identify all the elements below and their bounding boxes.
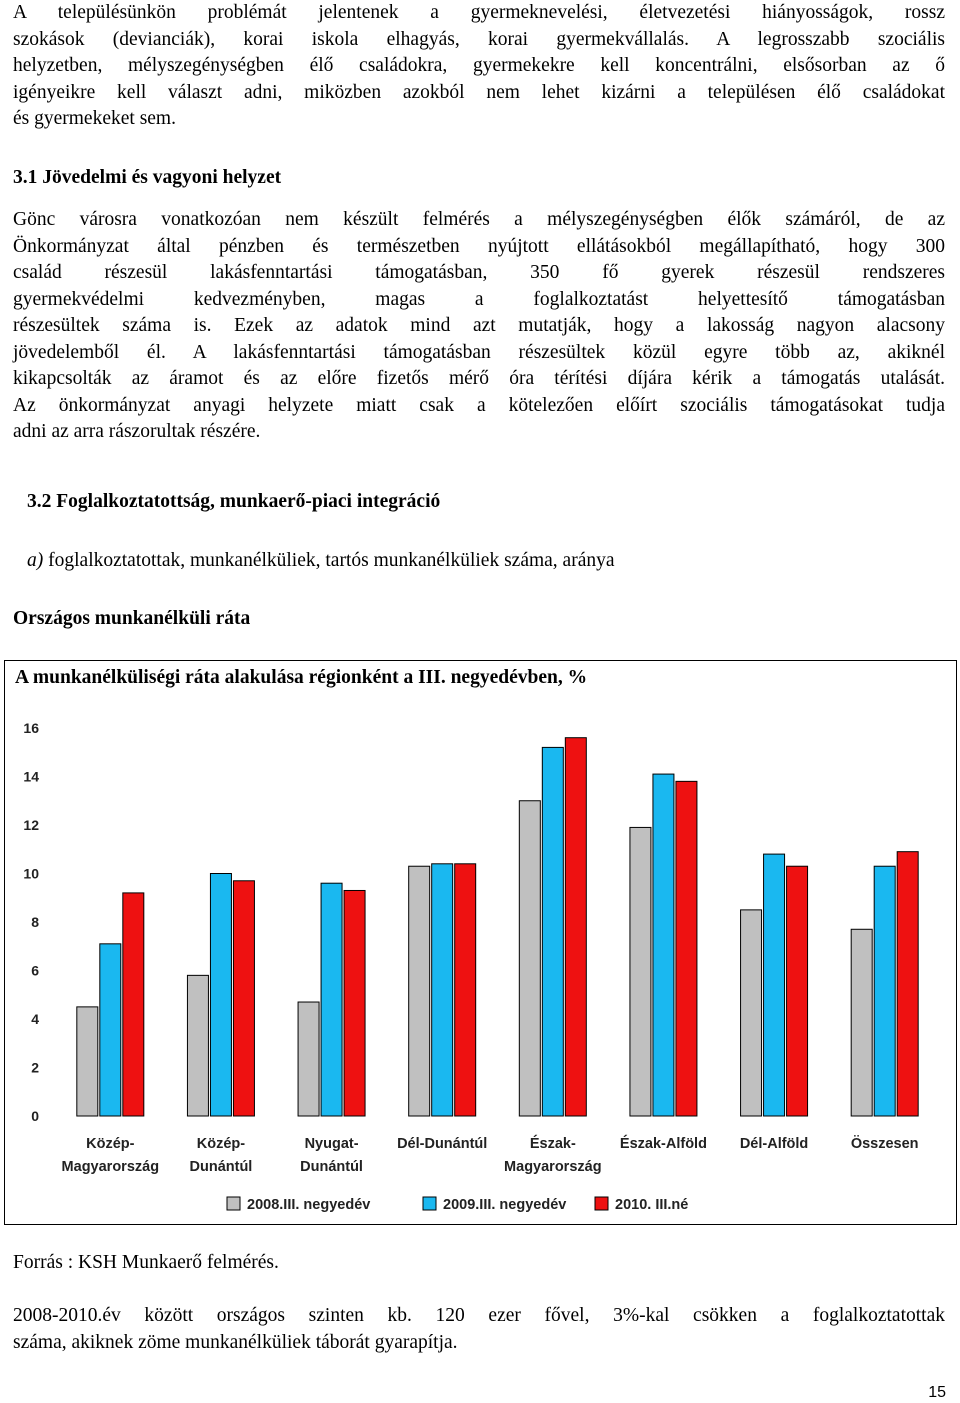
bar [787,866,808,1116]
legend-label: 2009.III. negyedév [443,1197,567,1213]
intro-line: A településünkön problémát jelentenek a gyermeknevelési, életvezetési hiányosságok, rossz [13,2,945,23]
bar [455,864,476,1116]
bar [100,944,121,1116]
x-tick-label: Dunántúl [189,1159,253,1175]
intro-paragraph [13,0,945,133]
bar [123,893,144,1116]
x-tick-label: Közép- [196,1136,246,1152]
y-tick-label: 14 [23,768,39,785]
bar [409,866,430,1116]
x-tick-label: Magyarország [504,1159,602,1175]
section-3-1-line: részesültek száma is. Ezek az adatok mind azt mutatják, hogy a lakosság nagyon alacsony [13,315,945,336]
bar [233,881,254,1116]
bar [676,781,697,1116]
x-tick-label: Nyugat- [304,1136,359,1152]
source-note: Forrás : KSH Munkaerő felmérés. [13,1252,279,1273]
legend-label: 2008.III. negyedév [247,1197,371,1213]
section-3-1-line: Az önkormányzat anyagi helyzete miatt csak a kötelezően előírt szociális támogatásokat tudja [13,394,945,416]
closing-line: száma, akiknek zöme munkanélküliek táborát gyarapítja. [13,1331,458,1353]
intro-line: szokások (devianciák), korai iskola elhagyás, korai gyermekvállalás. A legrosszabb szociális [13,28,945,50]
x-tick-label: Magyarország [61,1159,160,1175]
y-tick-label: 4 [31,1011,39,1027]
bar [565,738,586,1116]
legend [227,1197,688,1213]
y-tick-label: 6 [31,962,39,979]
bar [630,827,651,1116]
section-3-1-line: Önkormányzat által pénzben és természetben nyújtott ellátásokból megállapítható, hogy 300 [13,235,945,257]
section-3-1-line: jövedelemből él. A lakásfenntartási támogatásban részesültek közül egyre több az, akiknél [13,341,945,363]
x-axis-labels [62,1135,919,1175]
section-3-1-line: család részesül lakásfenntartási támogatásban, 350 fő gyerek részesül rendszeres [13,262,945,283]
bar [764,854,785,1116]
closing-paragraph [13,1303,945,1356]
bar [741,910,762,1116]
chart-title: A munkanélküliségi ráta alakulása régionként a III. negyedévben, % [15,667,588,688]
bar [210,874,231,1117]
section-3-1-line: gyermekvédelmi kedvezményben, magas a foglalkoztatást helyettesítő támogatásban [13,288,945,310]
bar [77,1007,98,1116]
bar [653,774,674,1116]
y-tick-label: 0 [31,1108,39,1124]
bar [298,1002,319,1116]
bar [874,866,895,1116]
legend-label: 2010. III.né [615,1197,689,1213]
national-rate-heading: Országos munkanélküli ráta [13,608,251,629]
section-3-1-line: Gönc városra vonatkozóan nem készült felmérés a mélyszegénységben élők számáról, de az [13,209,945,230]
x-tick-label: Dunántúl [300,1159,363,1175]
section-3-1-line: kikapcsolták az áramot és az előre fizetős mérő óra térítési díjára kérik a támogatás utalását. [13,368,945,389]
closing-line: 2008-2010.év között országos szinten kb. 120 ezer fővel, 3%-kal csökken a foglalkoztatottak [13,1305,945,1326]
y-axis [23,720,39,1124]
y-tick-label: 16 [23,720,39,736]
unemployment-chart [4,660,957,1225]
y-tick-label: 10 [23,865,39,882]
y-tick-label: 8 [31,914,39,930]
page-number: 15 [928,1384,946,1401]
legend-swatch [227,1197,240,1210]
x-tick-label: Észak- [529,1136,576,1152]
intro-line: és gyermekeket sem. [13,108,176,129]
y-tick-label: 2 [31,1059,39,1076]
bar-group [77,738,918,1116]
bar [344,890,365,1116]
section-3-2-heading: 3.2 Foglalkoztatottság, munkaerő-piaci integráció [27,491,441,512]
legend-swatch [423,1197,436,1210]
sub-item-text: foglalkoztatottak, munkanélküliek, tartós munkanélküliek száma, aránya [43,550,615,571]
y-tick-label: 12 [23,817,39,833]
bar [519,801,540,1116]
sub-item-a [27,550,615,572]
x-tick-label: Dél-Dunántúl [397,1136,488,1152]
bar [851,929,872,1116]
bar [432,864,453,1116]
intro-line: igényeikre kell választ adni, miközben azokból nem lehet kizárni a településen élő családokat [13,81,945,103]
x-tick-label: Közép- [86,1136,135,1152]
legend-swatch [595,1197,608,1210]
x-tick-label: Összesen [850,1136,919,1152]
x-tick-label: Dél-Alföld [739,1136,809,1152]
bar [542,747,563,1116]
chart-plot [5,661,956,1224]
bar [187,975,208,1116]
sub-item-letter: a) [27,550,44,571]
bar [897,852,918,1116]
intro-line: helyzetben, mélyszegénységben élő családokra, gyermekekre kell koncentrálni, elsősorban az ő [13,55,945,76]
section-3-1-paragraph [13,207,945,446]
section-3-1-heading: 3.1 Jövedelmi és vagyoni helyzet [13,167,282,188]
bar [321,883,342,1116]
x-tick-label: Észak-Alföld [619,1136,707,1152]
section-3-1-line: adni az arra rászorultak részére. [13,421,261,442]
